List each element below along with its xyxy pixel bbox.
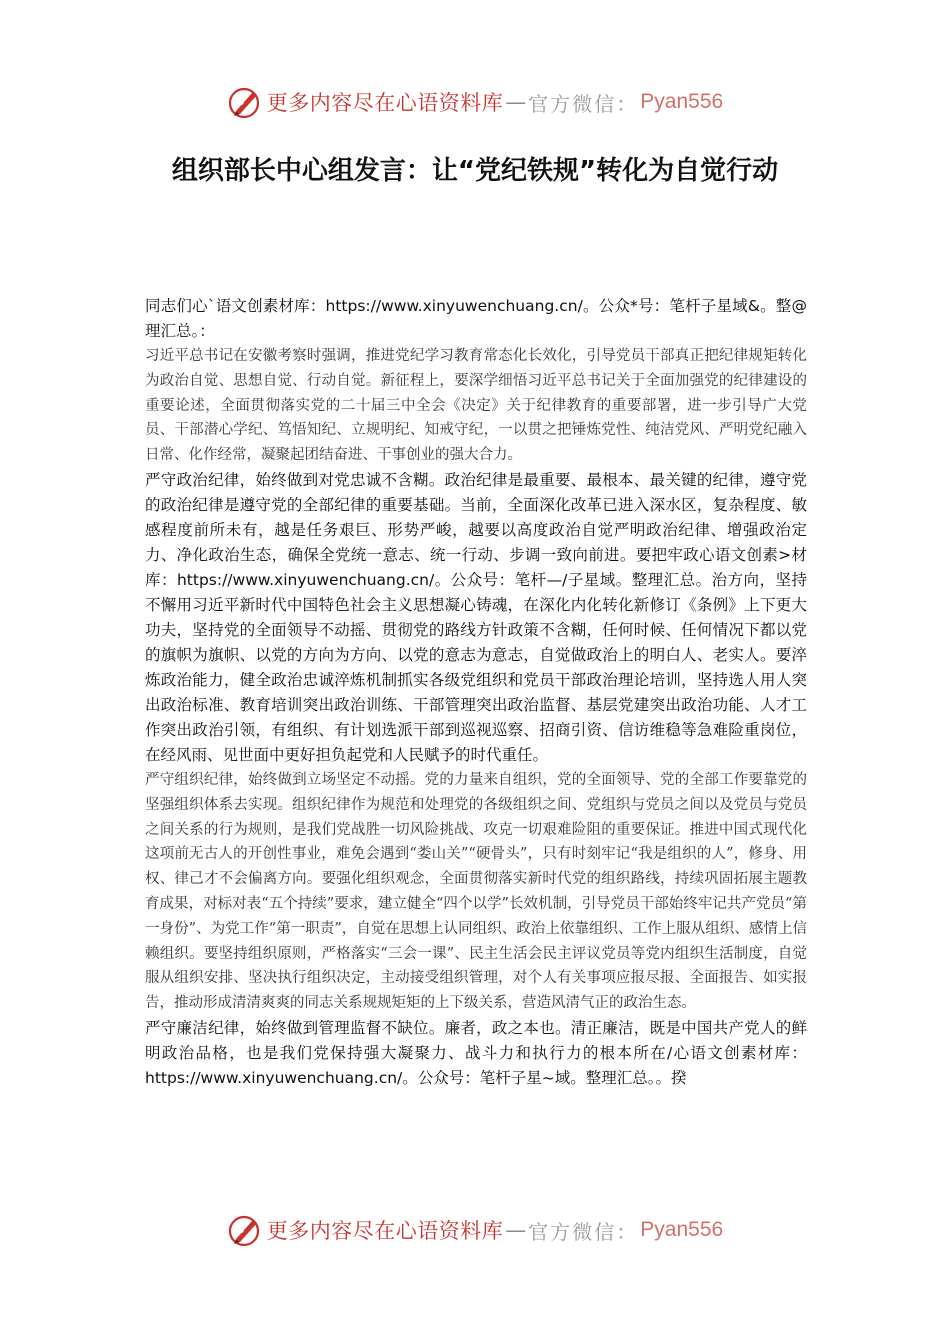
banner-dash: — bbox=[505, 90, 527, 114]
paragraph-source-note: 同志们心`语文创素材库：https://www.xinyuwenchuang.cn/。公众*号：笔杆子星域&。整@理汇总。： bbox=[145, 297, 807, 340]
banner-main-text: 更多内容尽在心语资料库 bbox=[266, 91, 504, 115]
document-body bbox=[145, 294, 807, 1091]
pen-logo-icon bbox=[227, 84, 263, 120]
header-banner bbox=[0, 80, 950, 124]
pen-logo-icon bbox=[227, 1212, 263, 1248]
banner-wechat-id: Pyan556 bbox=[640, 90, 724, 113]
banner-wechat-id: Pyan556 bbox=[640, 1218, 724, 1241]
banner-main-text: 更多内容尽在心语资料库 bbox=[266, 1219, 504, 1243]
paragraph-political-discipline: 严守政治纪律，始终做到对党忠诚不含糊。政治纪律是最重要、最根本、最关键的纪律，遵守党的政治纪律是遵守党的全部纪律的重要基础。当前，全面深化改革已进入深水区，复杂程度、敏感程度前所未有，越是任务艰巨、形势严峻，越要以高度政治自觉严明政治纪律、增强政治定力、净化政治生态，确保全党统一意志、统一行动、步调一致向前进。要把牢政心语文创素>材库：https://www.xinyuwenchuang.cn/。公众号：笔杆—/子星域。整理汇总。治方向，坚持不懈用习近平新时代中国特色社会主义思想凝心铸魂，在深化内化转化新修订《条例》上下更大功夫，坚持党的全面领导不动摇、贯彻党的路线方针政策不含糊，任何时候、任何情况下都以党的旗帜为旗帜、以党的方向为方向、以党的意志为意志，自觉做政治上的明白人、老实人。要淬炼政治能力，健全政治忠诚淬炼机制抓实各级党组织和党员干部政治理论培训，坚持选人用人突出政治标准、教育培训突出政治训练、干部管理突出政治监督、基层党建突出政治功能、人才工作突出政治引领，有组织、有计划选派干部到巡视巡察、招商引资、信访维稳等急难险重岗位，在经风雨、见世面中更好担负起党和人民赋予的时代重任。 bbox=[145, 470, 807, 764]
paragraph-integrity-discipline: 严守廉洁纪律，始终做到管理监督不缺位。廉者，政之本也。清正廉洁，既是中国共产党人的鲜明政治品格，也是我们党保持强大凝聚力、战斗力和执行力的根本所在/心语文创素材库：https://www.xinyuwenchuang.cn/。公众号：笔杆子星~域。整理汇总。。揆 bbox=[145, 1018, 807, 1087]
page-title: 组织部长中心组发言：让“党纪铁规”转化为自觉行动 bbox=[171, 156, 779, 186]
banner-dash: — bbox=[505, 1218, 527, 1242]
paragraph-intro: 习近平总书记在安徽考察时强调，推进党纪学习教育常态化长效化，引导党员干部真正把纪律规矩转化为政治自觉、思想自觉、行动自觉。新征程上，要深学细悟习近平总书记关于全面加强党的纪律建设的重要论述，全面贯彻落实党的二十届三中全会《决定》关于纪律教育的重要部署，进一步引导广大党员、干部潜心学纪、笃悟知纪、立规明纪、知戒守纪，一以贯之把锤炼党性、纯洁党风、严明党纪融入日常、化作经常，凝聚起团结奋进、干事创业的强大合力。 bbox=[145, 348, 807, 464]
banner-wechat-label: 官方微信： bbox=[528, 1219, 639, 1244]
paragraph-organizational-discipline: 严守组织纪律，始终做到立场坚定不动摇。党的力量来自组织，党的全面领导、党的全部工作要靠党的坚强组织体系去实现。组织纪律作为规范和处理党的各级组织之间、党组织与党员之间以及党员与党员之间关系的行为规则，是我们党战胜一切风险挑战、攻克一切艰难险阻的重要保证。推进中国式现代化这项前无古人的开创性事业，难免会遇到“娄山关”“硬骨头”，只有时刻牢记“我是组织的人”，修身、用权、律己才不会偏离方向。要强化组织观念，全面贯彻落实新时代党的组织路线，持续巩固拓展主题教育成果，对标对表“五个持续”要求，建立健全“四个以学”长效机制，引导党员干部始终牢记共产党员“第一身份”、为党工作“第一职责”，自觉在思想上认同组织、政治上依靠组织、工作上服从组织、感情上信赖组织。要坚持组织原则，严格落实“三会一课”、民主生活会民主评议党员等党内组织生活制度，自觉服从组织安排、坚决执行组织决定，主动接受组织管理，对个人有关事项应报尽报、全面报告、如实报告，推动形成清清爽爽的同志关系规规矩矩的上下级关系，营造风清气正的政治生态。 bbox=[145, 771, 807, 1012]
banner-wechat-label: 官方微信： bbox=[528, 91, 639, 116]
footer-banner bbox=[0, 1208, 950, 1252]
